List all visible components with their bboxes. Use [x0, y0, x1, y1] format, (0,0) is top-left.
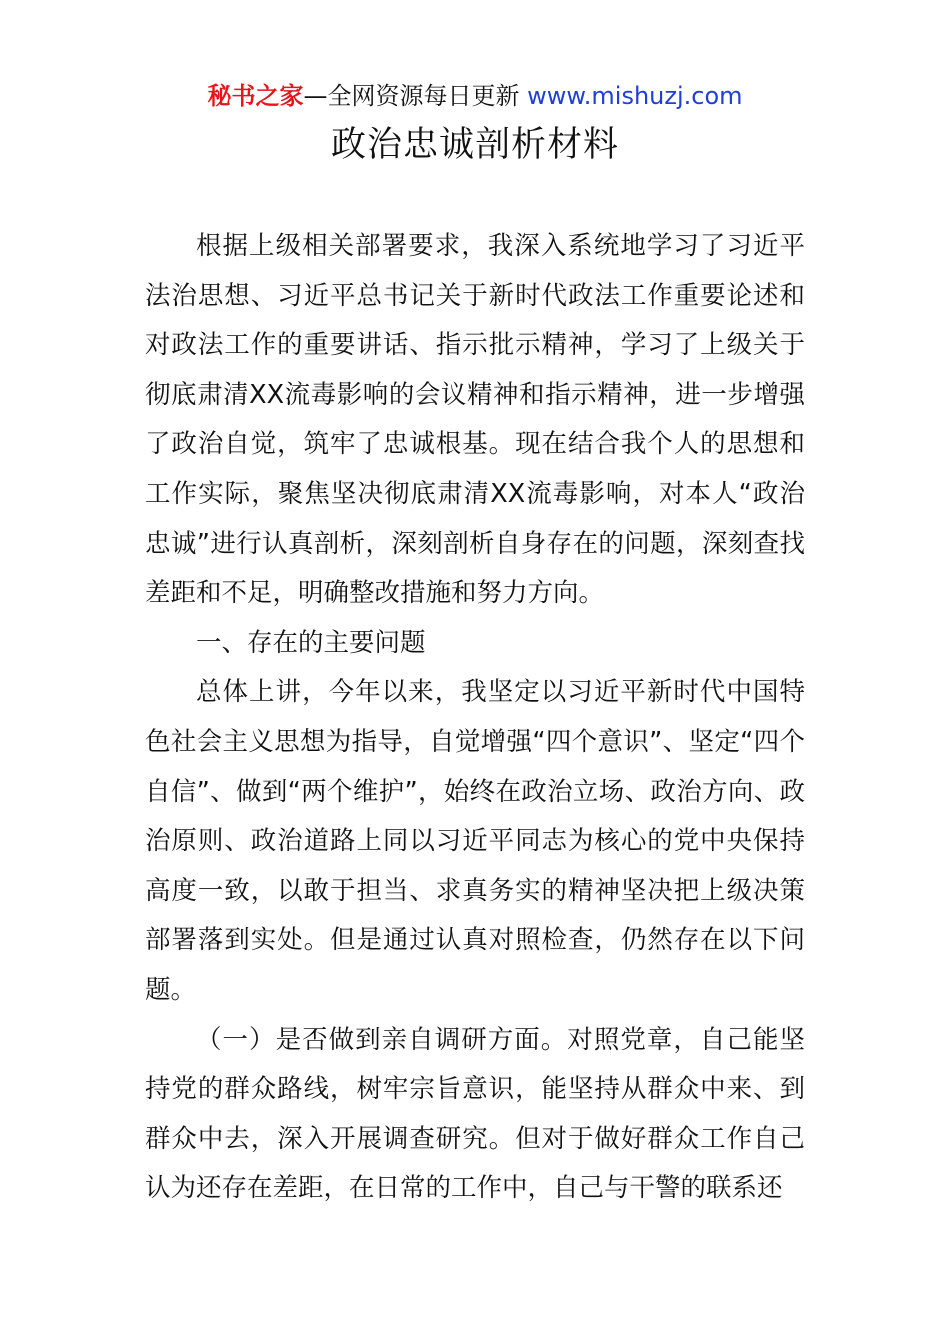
document-body — [145, 222, 805, 1214]
document-title: 政治忠诚剖析材料 — [330, 125, 619, 165]
section-heading: 一、存在的主要问题 — [196, 627, 426, 658]
paragraph-overview: 总体上讲，今年以来，我坚定以习近平新时代中国特色社会主义思想为指导，自觉增强“四个意识”、坚定“四个自信”、做到“两个维护”，始终在政治立场、政治方向、政治原则、政治道路上同以习近平同志为核心的党中央保持高度一致，以敢于担当、求真务实的精神坚决把上级决策部署落到实处。但是通过认真对照检查，仍然存在以下问题。 — [145, 677, 805, 1005]
brand-name: 秘书之家 — [207, 82, 304, 110]
paragraph-intro: 根据上级相关部署要求，我深入系统地学习了习近平法治思想、习近平总书记关于新时代政法工作重要论述和对政法工作的重要讲话、指示批示精神，学习了上级关于彻底肃清XX流毒影响的会议精神和指示精神，进一步增强了政治自觉，筑牢了忠诚根基。现在结合我个人的思想和工作实际，聚焦坚决彻底肃清XX流毒影响，对本人“政治忠诚”进行认真剖析，深刻剖析自身存在的问题，深刻查找差距和不足，明确整改措施和努力方向。 — [145, 231, 805, 609]
site-banner — [0, 80, 950, 112]
site-url[interactable]: www.mishuzj.com — [527, 82, 743, 110]
banner-slogan: —全网资源每日更新 — [303, 82, 528, 110]
paragraph-subsection-1: （一）是否做到亲自调研方面。对照党章，自己能坚持党的群众路线，树牢宗旨意识，能坚持从群众中来、到群众中去，深入开展调查研究。但对于做好群众工作自己认为还存在差距，在日常的工作中，自己与干警的联系还 — [145, 1024, 805, 1204]
